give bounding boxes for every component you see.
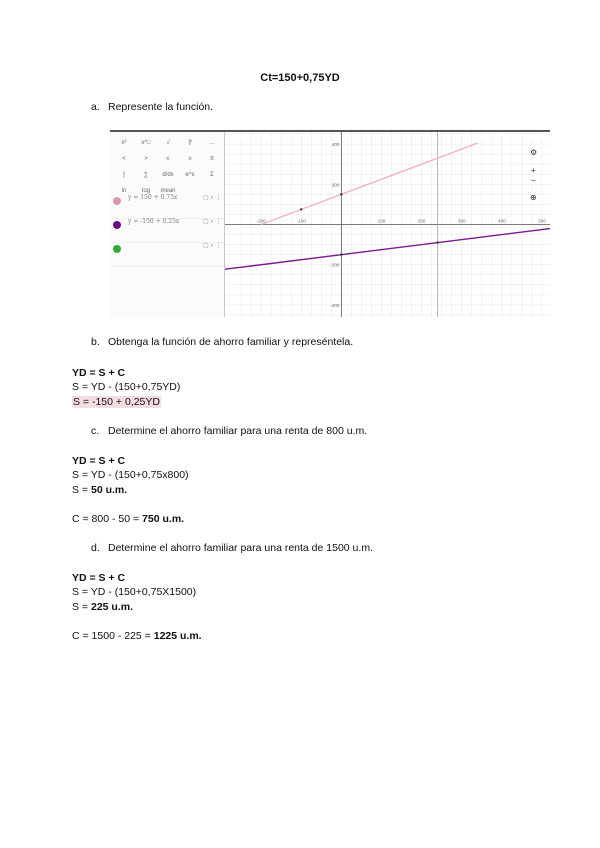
point-marker: [300, 208, 302, 210]
question-a-label: a.: [91, 101, 100, 113]
x-tick-label: 200: [417, 218, 426, 224]
d-identity: YD = S + C: [72, 572, 126, 584]
consumption-line: [261, 143, 478, 224]
y-tick-label: 200: [331, 182, 340, 188]
algebra-row[interactable]: [110, 194, 224, 219]
y-tick-label: -400: [330, 302, 340, 308]
algebra-expression[interactable]: y = -150 + 0.25x: [128, 218, 180, 225]
x-tick-label: -200: [256, 218, 266, 224]
keypad-key[interactable]: mean: [160, 188, 176, 194]
x-tick-label: 300: [457, 218, 466, 224]
question-b-text: Obtenga la función de ahorro familiar y represéntela.: [108, 336, 354, 348]
algebra-row[interactable]: [110, 242, 224, 267]
c-identity: YD = S + C: [72, 455, 126, 467]
y-tick-label: 400: [331, 142, 340, 148]
c-consumption-value: 750 u.m.: [142, 513, 185, 525]
keypad-key[interactable]: √: [166, 140, 170, 146]
visibility-toggle[interactable]: [113, 197, 121, 205]
d-consumption: [72, 629, 202, 643]
point-marker: [340, 253, 342, 255]
question-d: [91, 542, 373, 554]
question-b-label: b.: [91, 336, 100, 348]
x-tick-label: 500: [538, 218, 546, 224]
d-saving: [72, 600, 133, 614]
c-consumption-prefix: C = 800 - 50 =: [72, 513, 143, 525]
keypad-key[interactable]: ∛: [188, 141, 192, 147]
keypad-key[interactable]: e^x: [185, 172, 195, 178]
d-saving-prefix: S =: [72, 601, 91, 613]
d-saving-value: 225 u.m.: [90, 601, 134, 613]
geogebra-screenshot: [110, 130, 550, 319]
settings-icon[interactable]: ⚙: [530, 148, 538, 157]
point-marker: [436, 241, 438, 243]
y-tick-label: -200: [330, 262, 340, 268]
algebra-expression[interactable]: y = 150 + 0.75x: [128, 194, 178, 201]
keypad-key[interactable]: log: [141, 188, 150, 194]
row-menu-icon[interactable]: ▢ ⌕ ⋮: [203, 195, 222, 201]
keypad-key[interactable]: d/dx: [162, 172, 174, 178]
c-consumption: [72, 512, 184, 526]
keypad-key[interactable]: >: [144, 156, 148, 162]
point-marker: [340, 193, 342, 195]
question-c-text: Determine el ahorro familiar para una renta de 800 u.m.: [108, 425, 368, 437]
algebra-panel: [110, 132, 225, 317]
c-saving-value: 50 u.m.: [90, 484, 128, 496]
question-d-label: d.: [91, 542, 100, 554]
b-result: [72, 395, 161, 409]
keypad-key[interactable]: ∑: [143, 172, 149, 178]
question-c-label: c.: [91, 425, 100, 437]
d-consumption-prefix: C = 1500 - 225 =: [72, 630, 154, 642]
d-substitution: S = YD - (150+0,75X1500): [72, 586, 197, 598]
keypad-key[interactable]: …: [209, 140, 215, 146]
question-b: [91, 336, 353, 348]
visibility-toggle[interactable]: [113, 221, 121, 229]
visibility-toggle[interactable]: [113, 245, 121, 253]
x-tick-label: 100: [377, 218, 386, 224]
keypad-key[interactable]: ∫: [123, 172, 125, 178]
home-view-icon[interactable]: ⊕: [530, 193, 537, 202]
c-saving: [72, 483, 127, 497]
row-menu-icon[interactable]: ▢ ⌕ ⋮: [203, 243, 222, 249]
keypad-key[interactable]: x^□: [141, 140, 151, 146]
keypad-key[interactable]: π: [209, 156, 215, 162]
keypad-key[interactable]: ln: [121, 188, 127, 194]
keypad-key[interactable]: Σ: [210, 172, 214, 178]
keypad-key[interactable]: <: [122, 156, 126, 162]
keypad-key[interactable]: ≥: [188, 156, 192, 162]
keypad-key[interactable]: x²: [121, 140, 127, 146]
c-substitution: S = YD - (150+0,75x800): [72, 469, 189, 481]
b-substitution: S = YD - (150+0,75YD): [72, 381, 181, 393]
b-result-highlight: S = -150 + 0,25YD: [73, 396, 160, 408]
b-identity: YD = S + C: [72, 367, 126, 379]
algebra-row[interactable]: [110, 218, 224, 243]
question-d-text: Determine el ahorro familiar para una renta de 1500 u.m.: [108, 542, 373, 554]
x-tick-label: -100: [296, 218, 306, 224]
zoom-out-button[interactable]: −: [531, 176, 536, 185]
d-consumption-value: 1225 u.m.: [153, 630, 202, 642]
document-title: Ct=150+0,75YD: [260, 72, 340, 84]
question-a: [91, 101, 213, 113]
keypad-key[interactable]: ≤: [166, 156, 170, 162]
c-saving-prefix: S =: [72, 484, 91, 496]
zoom-in-button[interactable]: +: [531, 166, 536, 175]
question-c: [91, 425, 367, 437]
x-tick-label: 400: [498, 218, 506, 224]
graph-view: [225, 132, 550, 317]
row-menu-icon[interactable]: ▢ ⌕ ⋮: [203, 219, 222, 225]
question-a-text: Represente la función.: [108, 101, 214, 113]
